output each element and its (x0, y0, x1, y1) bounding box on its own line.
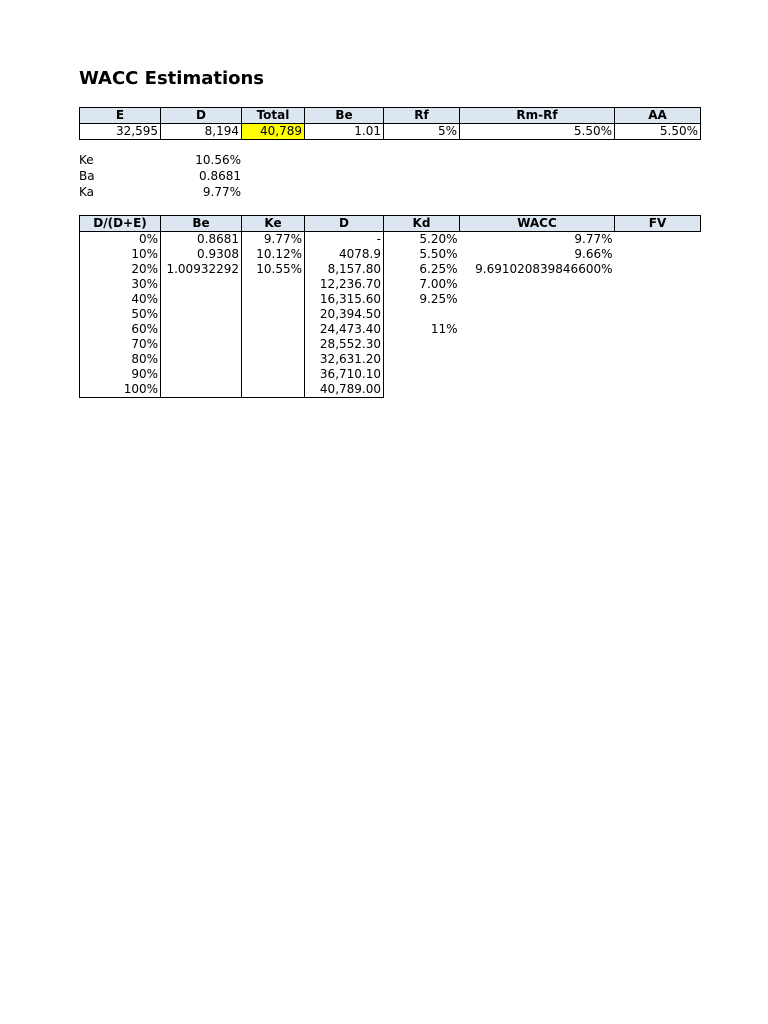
cell-be[interactable]: 1.01 (305, 124, 384, 140)
cell-ke[interactable] (242, 337, 305, 352)
cell-fv[interactable] (615, 232, 701, 248)
table-row (80, 307, 701, 322)
cell-d[interactable]: 32,631.20 (305, 352, 384, 367)
summary-row-ba (79, 168, 241, 184)
cell-ke[interactable] (242, 352, 305, 367)
summary-row-ke (79, 152, 241, 168)
cell-fv[interactable] (615, 352, 701, 367)
inputs-header-row (80, 108, 701, 124)
cell-fv[interactable] (615, 322, 701, 337)
table-row (80, 382, 701, 398)
cell-be[interactable]: 1.00932292 (161, 262, 242, 277)
cell-wacc[interactable] (460, 337, 615, 352)
cell-kd[interactable] (384, 307, 460, 322)
cell-ke[interactable]: 10.12% (242, 247, 305, 262)
cell-fv[interactable] (615, 277, 701, 292)
cell-kd[interactable]: 11% (430, 322, 458, 336)
cell-wacc[interactable] (460, 322, 615, 337)
cell-be[interactable] (161, 382, 242, 398)
cell-d[interactable]: 8,157.80 (305, 262, 384, 277)
cell-ke[interactable] (242, 307, 305, 322)
cell-kd[interactable]: 5.50% (419, 247, 458, 261)
cell-wacc[interactable]: 9.77% (574, 232, 613, 246)
cell-debt-ratio[interactable]: 10% (80, 247, 161, 262)
cell-d[interactable]: 16,315.60 (305, 292, 384, 307)
header-debt-ratio: D/(D+E) (80, 216, 161, 232)
cell-kd[interactable] (384, 382, 460, 398)
cell-fv[interactable] (615, 307, 701, 322)
cell-kd[interactable] (384, 352, 460, 367)
summary-block (79, 152, 241, 200)
header-total: Total (242, 108, 305, 124)
cell-kd[interactable]: 7.00% (419, 277, 458, 291)
header-aa: AA (615, 108, 701, 124)
cell-e[interactable]: 32,595 (80, 124, 161, 140)
cell-ke[interactable]: 9.77% (242, 232, 305, 248)
table-row (80, 232, 701, 248)
cell-d[interactable]: 40,789.00 (305, 382, 384, 398)
cell-be[interactable] (161, 277, 242, 292)
cell-wacc[interactable]: 9.66% (574, 247, 613, 261)
summary-row-ka (79, 184, 241, 200)
cell-fv[interactable] (615, 262, 701, 277)
header-fv: FV (615, 216, 701, 232)
cell-ke[interactable] (242, 292, 305, 307)
cell-kd[interactable]: 9.25% (419, 292, 458, 306)
table-row (80, 292, 701, 307)
cell-d[interactable]: 24,473.40 (305, 322, 384, 337)
cell-fv[interactable] (615, 367, 701, 382)
cell-debt-ratio[interactable]: 60% (80, 322, 161, 337)
cell-d[interactable]: 4078.9 (305, 247, 384, 262)
table-row (80, 262, 701, 277)
cell-debt-ratio[interactable]: 0% (80, 232, 161, 248)
cell-fv[interactable] (615, 382, 701, 398)
cell-be[interactable] (161, 352, 242, 367)
header-rm-rf: Rm-Rf (460, 108, 615, 124)
inputs-value-row (80, 124, 701, 140)
header-d: D (305, 216, 384, 232)
cell-wacc[interactable] (460, 352, 615, 367)
header-d: D (161, 108, 242, 124)
header-be: Be (161, 216, 242, 232)
cell-debt-ratio[interactable]: 90% (80, 367, 161, 382)
cell-fv[interactable] (615, 247, 701, 262)
cell-be[interactable] (161, 307, 242, 322)
cell-ke[interactable]: 10.55% (242, 262, 305, 277)
cell-fv[interactable] (615, 292, 701, 307)
cell-d[interactable]: 8,194 (161, 124, 242, 140)
cell-be[interactable] (161, 337, 242, 352)
wacc-table-body (80, 232, 701, 398)
header-kd: Kd (384, 216, 460, 232)
header-wacc: WACC (460, 216, 615, 232)
summary-label: Ba (79, 169, 95, 183)
cell-debt-ratio[interactable]: 40% (80, 292, 161, 307)
cell-debt-ratio[interactable]: 20% (80, 262, 161, 277)
cell-total[interactable]: 40,789 (242, 124, 305, 140)
cell-rm-rf[interactable]: 5.50% (460, 124, 615, 140)
cell-wacc[interactable] (460, 307, 615, 322)
cell-fv[interactable] (615, 337, 701, 352)
cell-be[interactable] (161, 367, 242, 382)
cell-wacc[interactable] (460, 277, 615, 292)
cell-be[interactable] (161, 322, 242, 337)
table-row (80, 322, 701, 337)
cell-kd[interactable] (384, 337, 460, 352)
cell-debt-ratio[interactable]: 50% (80, 307, 161, 322)
cell-kd[interactable]: 5.20% (419, 232, 458, 246)
cell-debt-ratio[interactable]: 80% (80, 352, 161, 367)
cell-ke[interactable] (242, 382, 305, 398)
header-be: Be (305, 108, 384, 124)
cell-debt-ratio[interactable]: 70% (80, 337, 161, 352)
cell-d[interactable]: - (305, 232, 384, 248)
cell-aa[interactable]: 5.50% (615, 124, 701, 140)
table-row (80, 367, 701, 382)
header-rf: Rf (384, 108, 460, 124)
cell-kd[interactable] (384, 367, 460, 382)
cell-ke[interactable] (242, 277, 305, 292)
cell-debt-ratio[interactable]: 100% (80, 382, 161, 398)
wacc-header-row (80, 216, 701, 232)
cell-d[interactable]: 28,552.30 (305, 337, 384, 352)
table-row (80, 337, 701, 352)
summary-label: Ka (79, 185, 95, 199)
cell-wacc[interactable] (460, 367, 615, 382)
cell-ke[interactable] (242, 367, 305, 382)
cell-kd[interactable]: 6.25% (419, 262, 458, 276)
summary-value[interactable]: 0.8681 (199, 169, 241, 183)
cell-wacc[interactable] (460, 292, 615, 307)
wacc-table (79, 215, 701, 398)
cell-be[interactable]: 0.9308 (161, 247, 242, 262)
header-e: E (80, 108, 161, 124)
cell-ke[interactable] (242, 322, 305, 337)
table-row (80, 352, 701, 367)
page-title: WACC Estimations (79, 68, 265, 89)
summary-label: Ke (79, 153, 94, 167)
cell-d[interactable]: 20,394.50 (305, 307, 384, 322)
header-ke: Ke (242, 216, 305, 232)
table-row (80, 247, 701, 262)
cell-d[interactable]: 36,710.10 (305, 367, 384, 382)
cell-wacc[interactable] (460, 382, 615, 398)
summary-value[interactable]: 10.56% (195, 153, 241, 167)
inputs-table (79, 107, 701, 140)
cell-wacc[interactable]: 9.691020839846600% (475, 262, 613, 276)
cell-debt-ratio[interactable]: 30% (80, 277, 161, 292)
cell-rf[interactable]: 5% (384, 124, 460, 140)
cell-be[interactable]: 0.8681 (161, 232, 242, 248)
table-row (80, 277, 701, 292)
summary-value[interactable]: 9.77% (202, 185, 241, 199)
cell-be[interactable] (161, 292, 242, 307)
cell-d[interactable]: 12,236.70 (305, 277, 384, 292)
